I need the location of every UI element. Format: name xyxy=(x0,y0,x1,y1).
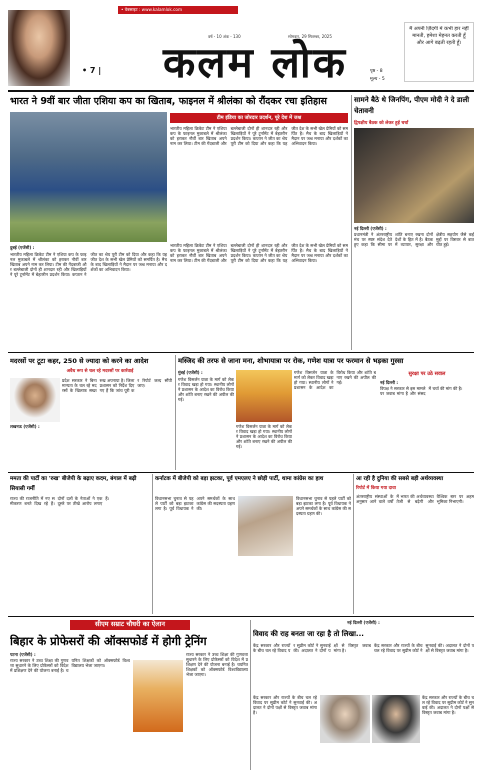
lead-photo xyxy=(10,112,167,242)
lead-subhead: टीम इंडिया का जोरदार प्रदर्शन, पूरे देश में जश्न xyxy=(170,113,348,123)
mamata-headline[interactable]: ममता की पार्टी का 'रुख' बीजेपी के बढ़ाए कदम, बंगाल में बढ़ी सियासी गर्मी xyxy=(10,476,137,492)
gaza-headline[interactable]: आ रही है दुनिया की सबसे बड़ी अर्थव्यवस्था xyxy=(356,476,444,482)
bottom-right-photo-1 xyxy=(320,695,370,743)
bihar-photo xyxy=(133,660,183,732)
ganesh-body-right: गणेश विसर्जन यात्रा के मार्ग को लेकर विवाद खड़ा हो गया। स्थानीय लोगों ने प्रशासन के आदेश का विरोध किया और शांति बनाए रखने की अपील की गई। xyxy=(294,370,376,390)
right-top-dateline: नई दिल्ली (एजेंसी) : xyxy=(354,226,387,231)
karnataka-body-left: विधानसभा चुनाव से पहले पार्टी को बड़ा झटका लगा है। पूर्व विधायक ने अपने समर्थकों के साथ कांग्रेस की सदस्यता ग्रहण की। xyxy=(155,496,235,511)
bihar-body-left: राज्य सरकार ने उच्च शिक्षा की गुणवत्ता सुधारने के लिए प्रोफेसरों को विदेश में प्रशिक्षण देने की योजना बनाई है। चयनित शिक्षकों को ऑक्सफोर्ड विश्वविद्यालय भेजा जाएगा। xyxy=(10,658,130,673)
bottom-right-divider xyxy=(250,620,251,770)
karnataka-photo xyxy=(238,496,293,556)
bihar-body-right: राज्य सरकार ने उच्च शिक्षा की गुणवत्ता सुधारने के लिए प्रोफेसरों को विदेश में प्रशिक्षण देने की योजना बनाई है। चयनित शिक्षकों को ऑक्सफोर्ड विश्वविद्यालय भेजा जाएगा। xyxy=(186,652,248,677)
madrasa-body: प्रदेश सरकार ने बिना मान्यता के चल रहे मदरसों के खिलाफ सख्त रुख अपनाया है। जिला प्रशासन को निर्देश दिए गए हैं कि जांच पूरी कर रिपोर्ट जल्द सौंपी जाए। xyxy=(62,378,172,393)
bihar-headline[interactable]: बिहार के प्रोफेसरों की ऑक्सफोर्ड में होगी ट्रेनिंग xyxy=(10,634,207,648)
bottom-right-headline[interactable]: विवाद की राह बनता जा रहा है तो लिखा... xyxy=(253,630,364,638)
lead-body-bottom: भारतीय महिला क्रिकेट टीम ने एशिया कप के फाइनल मुकाबले में श्रीलंका को हराकर नौवीं बार खिताब अपने नाम कर लिया। टीम की गेंदबाजी और बल्लेबाजी दोनों ही शानदार रही और खिलाड़ियों ने पूरे टूर्नामेंट में बेहतरीन प्रदर्शन किया। कप्तान ने जीत का श्रेय पूरी टीम को दिया और कहा कि यह जीत देश के सभी खेल प्रेमियों को समर्पित है। मैच के बाद खिलाड़ियों ने मैदान पर जश्न मनाया और दर्शकों का अभिवादन किया। xyxy=(170,243,348,263)
gaza-divider xyxy=(353,474,354,614)
ganesh-body-left: गणेश विसर्जन यात्रा के मार्ग को लेकर विवाद खड़ा हो गया। स्थानीय लोगों ने प्रशासन के आदेश का विरोध किया और शांति बनाए रखने की अपील की गई। xyxy=(178,377,234,402)
ganesh-photo xyxy=(236,370,292,422)
mamata-body: राज्य की राजनीति में नए समीकरण बनते दिख रहे हैं। दोनों दलों के नेताओं ने एक दूसरे पर तीखे आरोप लगाए हैं। xyxy=(10,496,110,506)
right-top-photo xyxy=(354,128,474,223)
quote-box xyxy=(404,22,474,82)
bottom-right-body-tail: केंद्र सरकार और राज्यों के बीच चल रहे विवाद पर सुप्रीम कोर्ट ने सुनवाई की। अदालत ने दोनों पक्षों से विस्तृत जवाब मांगा है। xyxy=(422,695,474,715)
page-number: पृष्ठ - 8 xyxy=(370,69,383,74)
ganesh-divider xyxy=(175,355,176,470)
bottom-right-body-mid: केंद्र सरकार और राज्यों के बीच चल रहे विवाद पर सुप्रीम कोर्ट ने सुनवाई की। अदालत ने दोनों पक्षों से विस्तृत जवाब मांगा है। xyxy=(253,695,317,715)
gaza-body: अंतरराष्ट्रीय संस्थाओं के अनुसार आने वाले वर्षों में भारत की अर्थव्यवस्था तेजी से बढ़ेगी और वैश्विक स्तर पर अहम भूमिका निभाएगी। xyxy=(356,494,474,504)
bottom-right-dateline: नई दिल्ली (एजेंसी) : xyxy=(347,620,380,625)
masthead xyxy=(8,6,474,88)
bihar-kicker: सीएम सम्राट चौधरी का ऐलान xyxy=(70,620,190,630)
masthead-title: कलम लोक xyxy=(162,38,348,87)
sidebar-headline[interactable]: सुरक्षा पर उठे सवाल xyxy=(408,371,446,377)
date-line: सोमवार, 29 सितम्बर, 2025 xyxy=(288,34,332,39)
bihar-dateline: पटना (एजेंसी) : xyxy=(10,652,36,657)
ganesh-headline[interactable]: मस्जिद की तरफ से जाना मना, शोभायात्रा पर रोक, गणेश यात्रा पर फरमान से भड़का गुस्सा xyxy=(178,357,404,365)
madrasa-photo xyxy=(10,378,60,422)
sidebar-dateline: नई दिल्ली : xyxy=(380,380,399,385)
right-top-subhead: द्विपक्षीय बैठक को लेकर हुई चर्चा xyxy=(354,121,409,126)
bottom-right-body-left: केंद्र सरकार और राज्यों के बीच चल रहे विवाद पर सुप्रीम कोर्ट ने सुनवाई की। अदालत ने दोनों पक्षों से विस्तृत जवाब मांगा है। xyxy=(253,643,371,653)
section-rule-1 xyxy=(8,352,474,353)
edition-info: वर्ष - 10 अंक - 130 xyxy=(208,34,241,39)
lead-body-left: भारतीय महिला क्रिकेट टीम ने एशिया कप के फाइनल मुकाबले में श्रीलंका को हराकर नौवीं बार खिताब अपने नाम कर लिया। टीम की गेंदबाजी और बल्लेबाजी दोनों ही शानदार रही और खिलाड़ियों ने पूरे टूर्नामेंट में बेहतरीन प्रदर्शन किया। कप्तान ने जीत का श्रेय पूरी टीम को दिया और कहा कि यह जीत देश के सभी खेल प्रेमियों को समर्पित है। मैच के बाद खिलाड़ियों ने मैदान पर जश्न मनाया और दर्शकों का अभिवादन किया। xyxy=(10,252,167,277)
right-top-divider xyxy=(351,95,352,350)
price: मूल्य - 5 xyxy=(370,77,385,82)
website-label[interactable]: • वेबसाइट : www.kalamlok.com xyxy=(118,6,238,14)
madrasa-headline[interactable]: मदरसों पर टूटा कहर, 250 से ज्यादा को करने का आदेश xyxy=(10,357,149,365)
quote-text: मैं अपनी ज़िंदगी में कभी हार नहीं मानती, हमेशा मेहनत करती हूँ और आगे बढ़ती रहती हूँ। xyxy=(409,26,469,46)
karnataka-divider xyxy=(152,474,153,614)
right-top-headline[interactable]: सामने बैठे थे जिनपिंग, पीएम मोदी ने दे डाली चेतावनी xyxy=(354,96,470,115)
portrait-photo xyxy=(8,10,70,86)
madrasa-dateline: लखनऊ (एजेंसी) : xyxy=(10,424,40,429)
sidebar-body: विपक्ष ने सरकार से इस मामले पर जवाब मांगा है और संसद में चर्चा की मांग की है। xyxy=(380,386,463,396)
ganesh-body-mid: गणेश विसर्जन यात्रा के मार्ग को लेकर विवाद खड़ा हो गया। स्थानीय लोगों ने प्रशासन के आदेश का विरोध किया और शांति बनाए रखने की अपील की गई। xyxy=(236,424,292,449)
left-index-box: • 7 | xyxy=(82,66,102,75)
karnataka-headline[interactable]: कर्नाटक में बीजेपी को बड़ा झटका, पूर्व एमएलए ने छोड़ी पार्टी, थामा कांग्रेस का हाथ xyxy=(155,476,324,482)
ganesh-dateline: मुंबई (एजेंसी) : xyxy=(178,370,203,375)
section-rule-3 xyxy=(8,616,474,617)
lead-dateline: दुबई (एजेंसी) : xyxy=(10,245,35,250)
right-top-body: प्रधानमंत्री ने अंतरराष्ट्रीय मंच पर स्पष्ट संदेश देते हुए कहा कि सीमा पर शांति बनाए रखना दोनों देशों के हित में है। बैठक में व्यापार, सुरक्षा और क्षेत्रीय सहयोग जैसे कई मुद्दों पर विस्तार से बातचीत हुई। xyxy=(354,232,474,247)
bottom-right-photo-2 xyxy=(372,695,420,743)
karnataka-body-right: विधानसभा चुनाव से पहले पार्टी को बड़ा झटका लगा है। पूर्व विधायक ने अपने समर्थकों के साथ कांग्रेस की सदस्यता ग्रहण की। xyxy=(296,496,351,516)
madrasa-subhead: अवैध रूप से चल रहे मदरसों पर कार्रवाई xyxy=(66,369,134,374)
section-rule-2 xyxy=(8,472,474,473)
header-rule xyxy=(8,90,474,92)
lead-body-top: भारतीय महिला क्रिकेट टीम ने एशिया कप के फाइनल मुकाबले में श्रीलंका को हराकर नौवीं बार खिताब अपने नाम कर लिया। टीम की गेंदबाजी और बल्लेबाजी दोनों ही शानदार रही और खिलाड़ियों ने पूरे टूर्नामेंट में बेहतरीन प्रदर्शन किया। कप्तान ने जीत का श्रेय पूरी टीम को दिया और कहा कि यह जीत देश के सभी खेल प्रेमियों को समर्पित है। मैच के बाद खिलाड़ियों ने मैदान पर जश्न मनाया और दर्शकों का अभिवादन किया। xyxy=(170,126,348,146)
bottom-right-body-right: केंद्र सरकार और राज्यों के बीच चल रहे विवाद पर सुप्रीम कोर्ट ने सुनवाई की। अदालत ने दोनों पक्षों से विस्तृत जवाब मांगा है। xyxy=(374,643,474,653)
gaza-subhead: रिपोर्ट में किया गया दावा xyxy=(356,486,396,491)
lead-headline[interactable]: भारत ने 9वीं बार जीता एशिया कप का खिताब, फाइनल में श्रीलंका को रौंदकर रचा इतिहास xyxy=(10,96,327,107)
